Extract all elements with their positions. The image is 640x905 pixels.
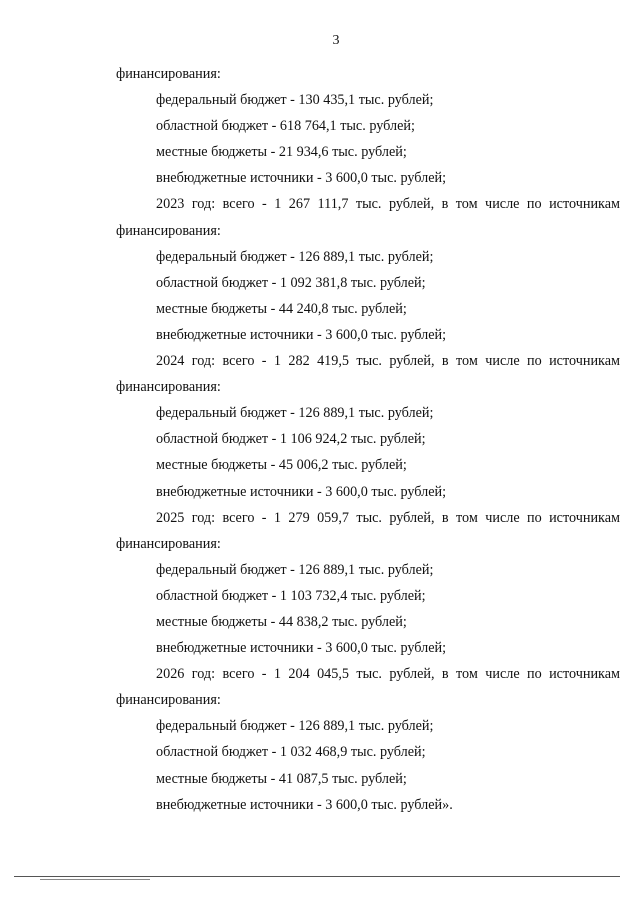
funding-source-line: областной бюджет - 1 032 468,9 тыс. рублей;: [156, 744, 426, 761]
funding-source-line: областной бюджет - 618 764,1 тыс. рублей;: [156, 118, 415, 135]
funding-source-line: федеральный бюджет - 126 889,1 тыс. рублей;: [156, 248, 434, 265]
footer-rule: [14, 876, 620, 877]
footer-rule-short: [40, 879, 150, 880]
year-total-line: 2026 год: всего - 1 204 045,5 тыс. рублей, в том числе по источникам: [156, 666, 620, 683]
funding-source-line: областной бюджет - 1 106 924,2 тыс. рублей;: [156, 431, 426, 448]
funding-source-line: внебюджетные источники - 3 600,0 тыс. рублей;: [156, 170, 447, 187]
continuation-line: финансирования:: [116, 535, 221, 552]
funding-source-line: федеральный бюджет - 126 889,1 тыс. рублей;: [156, 561, 434, 578]
funding-source-line: областной бюджет - 1 092 381,8 тыс. рублей;: [156, 274, 426, 291]
page-number: 3: [332, 33, 340, 48]
funding-source-line: внебюджетные источники - 3 600,0 тыс. рублей;: [156, 326, 447, 343]
funding-source-line: местные бюджеты - 45 006,2 тыс. рублей;: [156, 457, 407, 474]
funding-source-line: местные бюджеты - 21 934,6 тыс. рублей;: [156, 144, 407, 161]
document-body: [116, 61, 620, 818]
year-total-line: 2023 год: всего - 1 267 111,7 тыс. рублей, в том числе по источникам: [156, 196, 620, 213]
year-total-line: 2024 год: всего - 1 282 419,5 тыс. рублей, в том числе по источникам: [156, 353, 620, 370]
funding-source-line: федеральный бюджет - 126 889,1 тыс. рублей;: [156, 405, 434, 422]
continuation-line: финансирования:: [116, 222, 221, 239]
funding-source-line: федеральный бюджет - 126 889,1 тыс. рублей;: [156, 718, 434, 735]
funding-source-line: местные бюджеты - 41 087,5 тыс. рублей;: [156, 770, 407, 787]
funding-source-line: местные бюджеты - 44 838,2 тыс. рублей;: [156, 613, 407, 630]
continuation-line: финансирования:: [116, 66, 221, 82]
year-total-line: 2025 год: всего - 1 279 059,7 тыс. рублей, в том числе по источникам: [156, 509, 620, 526]
continuation-line: финансирования:: [116, 379, 221, 396]
funding-source-line: внебюджетные источники - 3 600,0 тыс. рублей;: [156, 640, 447, 657]
funding-source-line: внебюджетные источники - 3 600,0 тыс. рублей;: [156, 483, 447, 500]
funding-source-line: местные бюджеты - 44 240,8 тыс. рублей;: [156, 300, 407, 317]
funding-source-line: внебюджетные источники - 3 600,0 тыс. рублей».: [156, 796, 453, 813]
continuation-line: финансирования:: [116, 692, 221, 709]
funding-source-line: областной бюджет - 1 103 732,4 тыс. рублей;: [156, 587, 426, 604]
funding-source-line: федеральный бюджет - 130 435,1 тыс. рублей;: [156, 92, 434, 109]
